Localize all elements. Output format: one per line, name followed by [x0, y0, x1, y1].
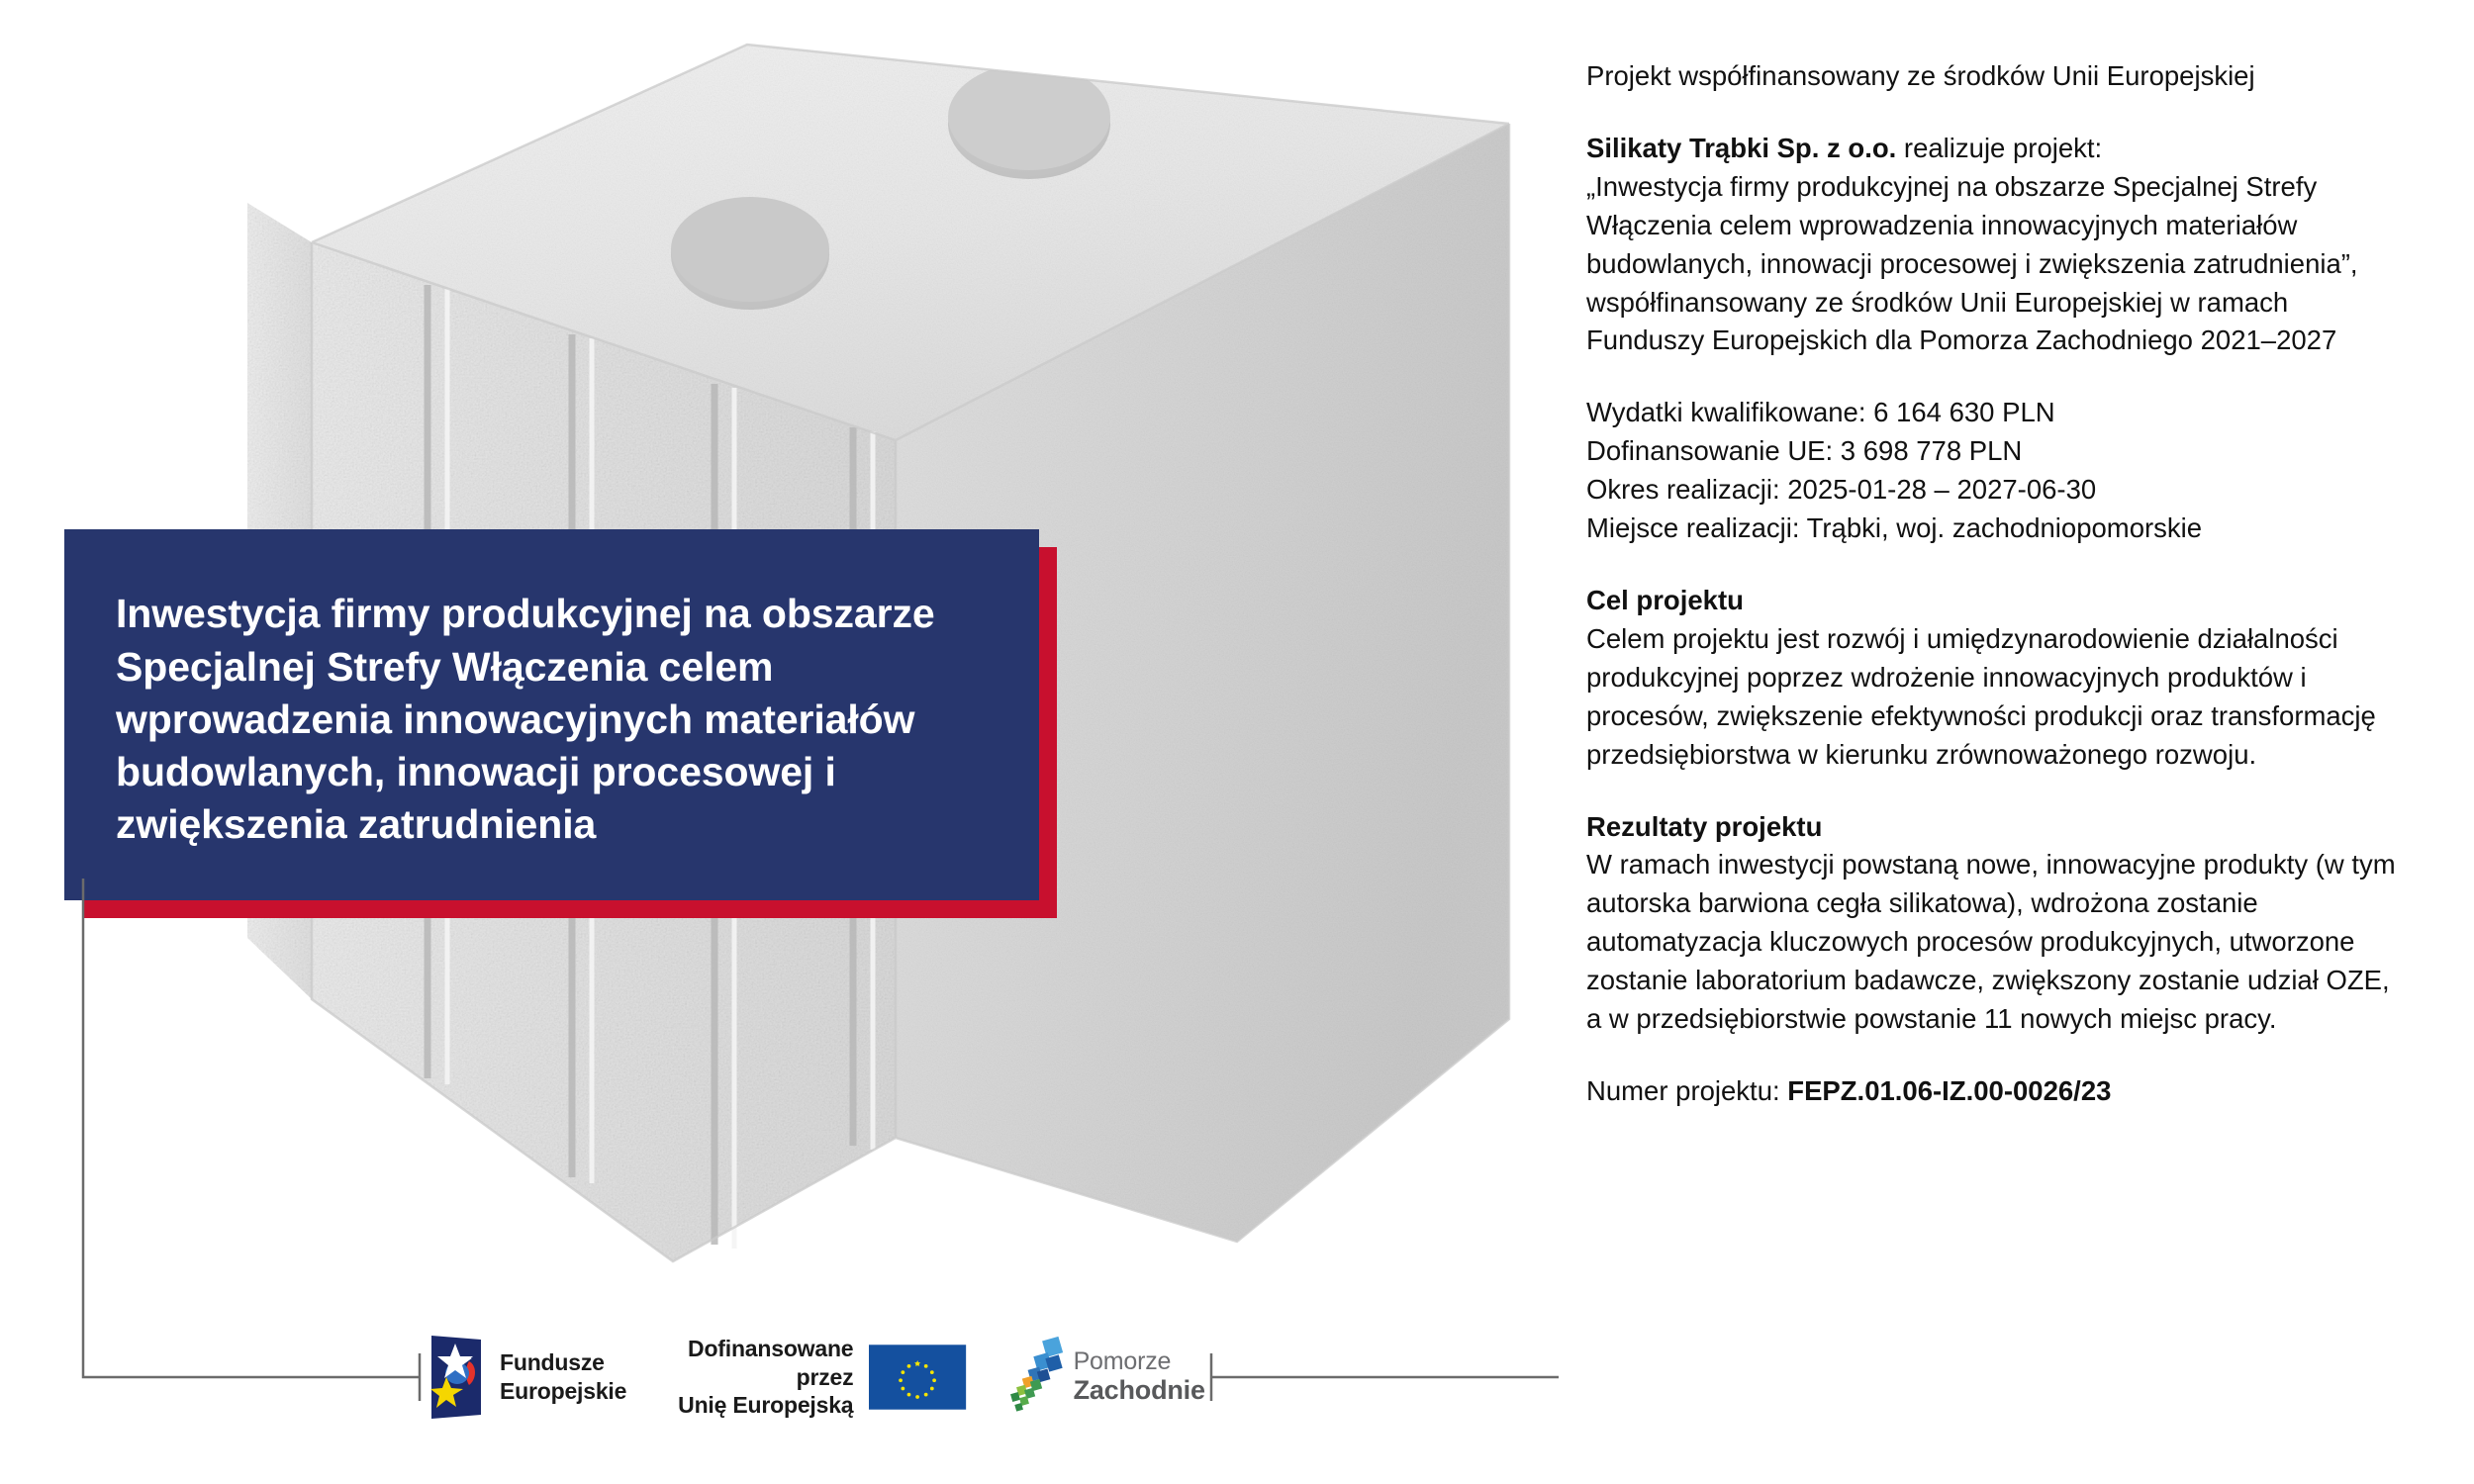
- project-description-block: [1586, 130, 2408, 360]
- pomorze-zachodnie-icon: [1004, 1335, 1066, 1420]
- logo-european-union: [666, 1335, 966, 1420]
- fe-line-2: Europejskie: [500, 1378, 627, 1404]
- goal-text: Celem projektu jest rozwój i umiędzynarodowienie działalności produkcyjnej poprzez wdrożenie innowacyjnych produktów i procesów, zwiększenie efektywności produkcji oraz transformację przedsiębiorstwa w kierunku zrównoważonego rozwoju.: [1586, 622, 2376, 770]
- fundusze-europejskie-label: [500, 1348, 626, 1405]
- fact-eu-funding: Dofinansowanie UE: 3 698 778 PLN: [1586, 435, 2023, 467]
- fact-location: Miejsce realizacji: Trąbki, woj. zachodniopomorskie: [1586, 512, 2203, 544]
- results-text: W ramach inwestycji powstaną nowe, innowacyjne produkty (w tym autorska barwiona cegła silikatowa), wdrożona zostanie automatyzacja kluczowych procesów produkcyjnych, utworzone zostanie laboratorium badawcze, zwiększony zostanie udział OZE, a w przedsiębiorstwie powstanie 11 nowych miejsc pracy.: [1586, 849, 2396, 1035]
- pz-line-2: Zachodnie: [1073, 1374, 1205, 1405]
- callout-navy-box: [64, 529, 1039, 900]
- fact-period: Okres realizacji: 2025-01-28 – 2027-06-30: [1586, 474, 2097, 506]
- fundusze-europejskie-icon: [426, 1332, 487, 1423]
- goal-section: [1586, 582, 2408, 775]
- results-section: [1586, 808, 2408, 1039]
- beneficiary-name: Silikaty Trąbki Sp. z o.o.: [1586, 132, 1897, 163]
- project-number-block: [1586, 1072, 2408, 1111]
- project-number-label: Numer projektu:: [1586, 1074, 1788, 1106]
- project-title-callout: [64, 529, 1039, 900]
- logo-strip: [426, 1322, 1205, 1433]
- callout-title-text: Inwestycja firmy produkcyjnej na obszarze Specjalnej Strefy Włączenia celem wprowadzenia innowacyjnych materiałów budowlanych, innowacji procesowej i zwiększenia zatrudnienia: [116, 591, 935, 848]
- logo-fundusze-europejskie: [426, 1332, 626, 1423]
- eu-line-1: Dofinansowane przez: [688, 1336, 854, 1390]
- european-union-label: [666, 1335, 853, 1420]
- pz-line-1: Pomorze: [1073, 1347, 1172, 1376]
- goal-heading: Cel projektu: [1586, 584, 1744, 615]
- eu-line-2: Unię Europejską: [678, 1392, 854, 1419]
- project-number-line: [1586, 1072, 2408, 1111]
- project-info-panel: [1559, 0, 2474, 1484]
- fact-eligible-costs: Wydatki kwalifikowane: 6 164 630 PLN: [1586, 397, 2055, 428]
- pomorze-zachodnie-label: [1074, 1348, 1205, 1405]
- fe-line-1: Fundusze: [500, 1349, 605, 1376]
- results-heading: Rezultaty projektu: [1586, 810, 1823, 842]
- project-title-quoted: „Inwestycja firmy produkcyjnej na obszarze Specjalnej Strefy Włączenia celem wprowadzenia innowacyjnych materiałów budowlanych, innowacji procesowej i zwiększenia zatrudnienia”,: [1586, 170, 2358, 279]
- intro-paragraph: Projekt współfinansowany ze środków Unii Europejskiej: [1586, 60, 2255, 91]
- beneficiary-suffix: realizuje projekt:: [1896, 132, 2103, 163]
- cofinancing-text: współfinansowany ze środków Unii Europejskiej w ramach Funduszy Europejskich dla Pomorza Zachodniego 2021–2027: [1586, 286, 2337, 356]
- logo-pomorze-zachodnie: [1004, 1335, 1205, 1420]
- beneficiary-line: [1586, 130, 2408, 168]
- project-facts-list: [1586, 394, 2408, 548]
- eu-flag-icon: [869, 1338, 966, 1417]
- project-number-value: FEPZ.01.06-IZ.00-0026/23: [1787, 1074, 2112, 1106]
